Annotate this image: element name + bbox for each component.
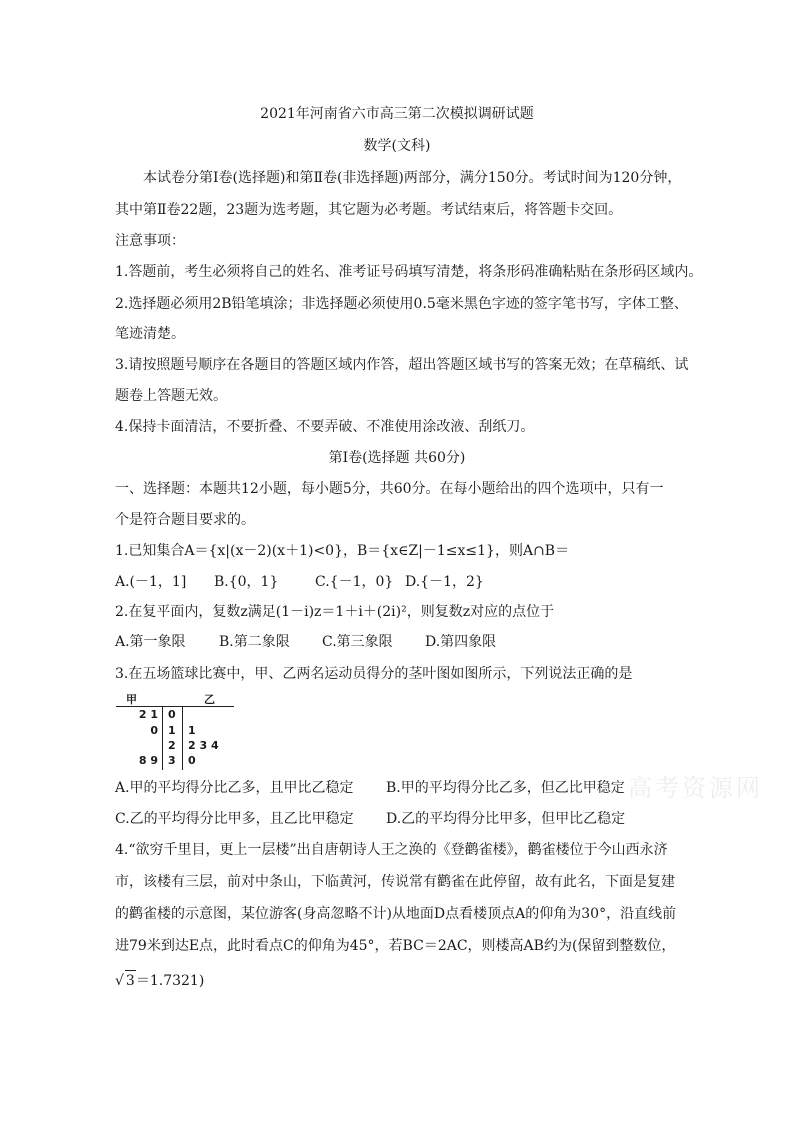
plot-stem: 2 [168,739,176,752]
section-instructions-2: 个是符合题目要求的。 [115,512,255,528]
plot-right-leaves: 1 [188,724,196,737]
plot-right-leaves: 0 [188,754,196,767]
sqrt-radicand: 3 [125,970,136,991]
q1-option-a: A.(－1，1] [115,574,187,590]
plot-stem: 1 [168,724,176,737]
plot-divider-right [182,706,183,770]
note-2b: 笔迹清楚。 [115,326,185,342]
intro-line-1: 本试卷分第Ⅰ卷(选择题)和第Ⅱ卷(非选择题)两部分，满分150分。考试时间为120分钟， [143,170,682,186]
q1-option-b: B.{0，1} [214,574,279,590]
note-1: 1.答题前，考生必须将自己的姓名、准考证号码填写清楚，将条形码准确粘贴在条形码区域内。 [115,264,703,280]
question-2-stem: 2.在复平面内，复数z满足(1－i)z＝1＋i＋(2i)²，则复数z对应的点位于 [115,604,555,620]
q1-option-d: D.{－1，2} [405,574,484,590]
q2-option-c: C.第三象限 [322,634,393,650]
question-1-stem: 1.已知集合A＝{x|(x－2)(x＋1)<0}，B＝{x∈Z|－1≤x≤1}，则A∩B＝ [115,543,570,559]
watermark: 高考资源网 [628,774,763,802]
question-3-stem: 3.在五场篮球比赛中，甲、乙两名运动员得分的茎叶图如图所示，下列说法正确的是 [115,666,633,682]
q3-option-b: B.甲的平均得分比乙多，但乙比甲稳定 [386,780,625,796]
plot-stem: 0 [168,708,176,721]
question-4-line-3: 的鹳雀楼的示意图，某位游客(身高忽略不计)从地面D点看楼顶点A的仰角为30°，沿直线前 [115,906,677,922]
plot-left-leaves: 8 9 [138,754,158,767]
question-4-line-5 [115,970,204,991]
exam-subtitle: 数学(文科) [363,138,431,154]
intro-line-2: 其中第Ⅱ卷22题，23题为选考题，其它题为必考题。考试结束后，将答题卡交回。 [115,202,623,218]
exam-title: 2021年河南省六市高三第二次模拟调研试题 [260,106,534,122]
section-instructions-1: 一、选择题：本题共12小题，每小题5分，共60分。在每小题给出的四个选项中，只有一 [115,481,664,497]
plot-header-rule [116,706,234,707]
q3-option-c: C.乙的平均得分比甲多，且乙比甲稳定 [115,811,354,827]
plot-header-jia: 甲 [126,693,137,706]
plot-right-leaves: 2 3 4 [188,739,219,752]
q2-option-b: B.第二象限 [219,634,290,650]
note-3a: 3.请按照题号顺序在各题目的答题区域内作答，超出答题区域书写的答案无效；在草稿纸、试 [115,357,689,373]
stem-leaf-plot [116,690,316,770]
q3-option-a: A.甲的平均得分比乙多，且甲比乙稳定 [115,780,354,796]
plot-stem: 3 [168,754,176,767]
question-4-line-2: 市，该楼有三层，前对中条山，下临黄河，传说常有鹳雀在此停留，故有此名，下面是复建 [115,874,675,890]
plot-left-leaves: 2 1 [138,708,158,721]
question-4-line-4: 进79米到达E点，此时看点C的仰角为45°，若BC＝2AC，则楼高AB约为(保留到整数位， [115,938,676,954]
plot-left-leaves: 0 [150,724,158,737]
q3-option-d: D.乙的平均得分比甲多，但甲比乙稳定 [386,811,626,827]
sqrt-value: ＝1.7321) [135,973,205,989]
sqrt-symbol: √ 3 [115,970,136,991]
plot-header-yi: 乙 [204,693,215,706]
question-4-line-1: 4.“欲穷千里目，更上一层楼”出自唐朝诗人王之涣的《登鹳雀楼》，鹳雀楼位于今山西永济 [115,842,668,858]
note-3b: 题卷上答题无效。 [115,388,227,404]
notes-heading: 注意事项： [115,233,185,249]
note-4: 4.保持卡面清洁，不要折叠、不要弄破、不准使用涂改液、刮纸刀。 [115,419,535,435]
plot-divider-left [162,706,163,770]
q1-option-c: C.{－1，0} [315,574,394,590]
q2-option-d: D.第四象限 [425,634,497,650]
section-title: 第Ⅰ卷(选择题 共60分) [328,450,466,466]
q2-option-a: A.第一象限 [115,634,186,650]
note-2a: 2.选择题必须用2B铅笔填涂；非选择题必须使用0.5毫米黑色字迹的签字笔书写，字体工整、 [115,296,688,312]
